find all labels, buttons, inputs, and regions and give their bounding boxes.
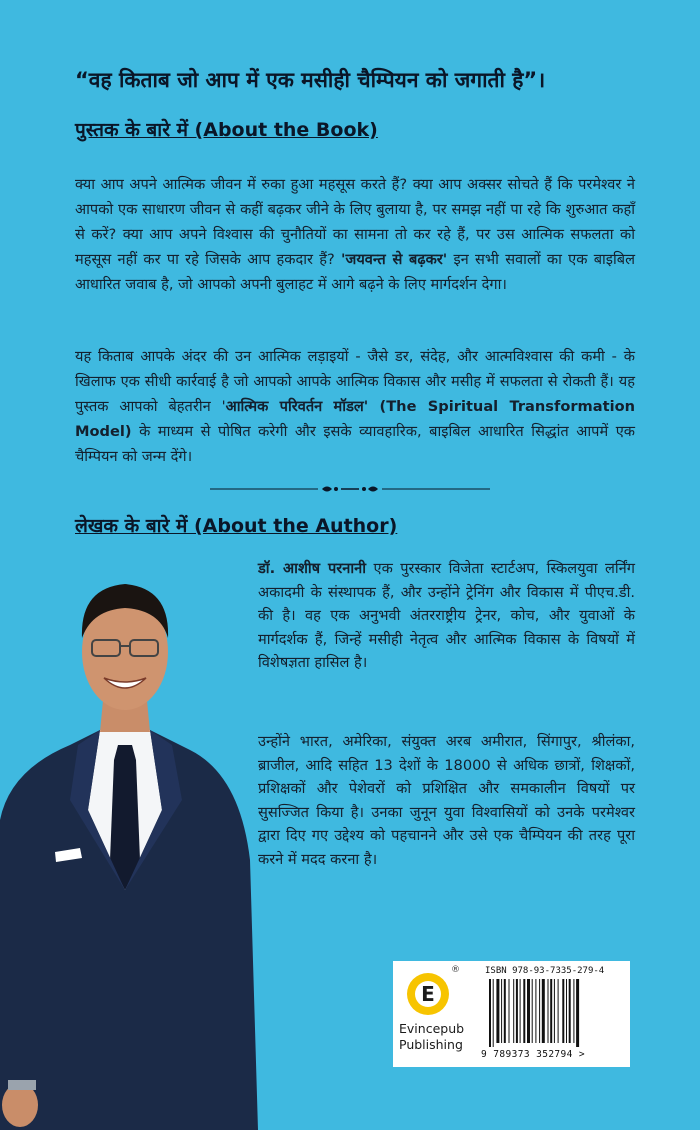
about-book-paragraph-1-text-b: इन सभी सवालों का एक बाइबिल आधारित जवाब है, जो आपको अपनी बुलाहट में आगे बढ़ने के लिए मार्गदर्शन देगा। <box>75 251 635 293</box>
ornamental-divider-icon <box>210 482 490 496</box>
author-photo <box>0 560 258 1130</box>
barcode-digits: 9 789373 352794 > <box>481 1049 586 1060</box>
model-name-inline: आत्मिक परिवर्तन मॉडल' (The Spiritual Transformation Model) <box>75 398 635 440</box>
isbn-label: ISBN 978-93-7335-279-4 <box>485 966 605 976</box>
tagline: “वह किताब जो आप में एक मसीही चैम्पियन को जगाती है”। <box>75 68 546 92</box>
registered-mark: ® <box>451 965 460 975</box>
about-book-paragraph-1-text-a: क्या आप अपने आत्मिक जीवन में रुका हुआ महसूस करते हैं? क्या आप अक्सर सोचते हैं कि परमेश्वर ने आपको एक साधारण जीवन से कहीं बढ़कर जीने के लिए बुलाया है, पर समझ नहीं पा रहे कि शुरुआत कहाँ से करें? क्या आप अपने विश्वास की चुनौतियों का सामना तो कर रहे हैं, पर उस आत्मिक सफलता को महसूस नहीं कर पा रहे जिसके आप हकदार हैं? <box>75 176 635 268</box>
about-book-paragraph-2-text-b: के माध्यम से पोषित करेगी और इसके व्यावहारिक, बाइबिल आधारित सिद्धांत आपमें एक चैम्पियन को जन्म देंगे। <box>75 423 635 465</box>
about-book-paragraph-1 <box>75 172 635 324</box>
about-book-paragraph-2 <box>75 344 635 474</box>
author-name: डॉ. आशीष परनानी <box>258 560 367 577</box>
logo-letter: E <box>421 982 435 1006</box>
book-title-inline: 'जयवन्त से बढ़कर' <box>341 251 448 268</box>
about-author-heading: लेखक के बारे में (About the Author) <box>75 515 398 537</box>
publisher-name-line-2: Publishing <box>399 1037 463 1052</box>
publisher-block <box>393 961 630 1067</box>
barcode-icon <box>487 979 621 1047</box>
about-author-paragraph-1-text: एक पुरस्कार विजेता स्टार्टअप, स्किलयुवा लर्निंग अकादमी के संस्थापक हैं, और उन्होंने ट्रेनिंग और विकास में पीएच.डी. की है। वह एक अनुभवी अंतरराष्ट्रीय ट्रेनर, कोच, और युवाओं के मार्गदर्शक हैं, जिन्हें मसीही नेतृत्व और आत्मिक विकास के विषयों में विशेषज्ञता हासिल है। <box>258 560 635 672</box>
evincepub-logo-icon <box>407 973 449 1015</box>
about-author-paragraph-1 <box>258 557 635 677</box>
about-book-heading: पुस्तक के बारे में (About the Book) <box>75 119 378 141</box>
about-book-paragraph-2-text-a: यह किताब आपके अंदर की उन आत्मिक लड़ाइयों - जैसे डर, संदेह, और आत्मविश्वास की कमी - के खिलाफ एक सीधी कार्रवाई है जो आपको आपके आत्मिक विकास और मसीह में सफलता से रोकती हैं। यह पुस्तक आपको बेहतरीन ' <box>75 348 635 415</box>
about-author-paragraph-2: उन्होंने भारत, अमेरिका, संयुक्त अरब अमीरात, सिंगापुर, श्रीलंका, ब्राजील, आदि सहित 13 देशों के 18000 से अधिक छात्रों, शिक्षकों, प्रशिक्षकों और पेशेवरों को प्रशिक्षित और समकालीन विषयों पर सुसज्जित किया है। उनका जुनून युवा विश्वासियों को उनके परमेश्वर द्वारा दिए गए उद्देश्य को पहचानने और उसे एक चैम्पियन की तरह पूरा करने में मदद करना है। <box>258 733 635 868</box>
publisher-name-line-1: Evincepub <box>399 1021 465 1036</box>
